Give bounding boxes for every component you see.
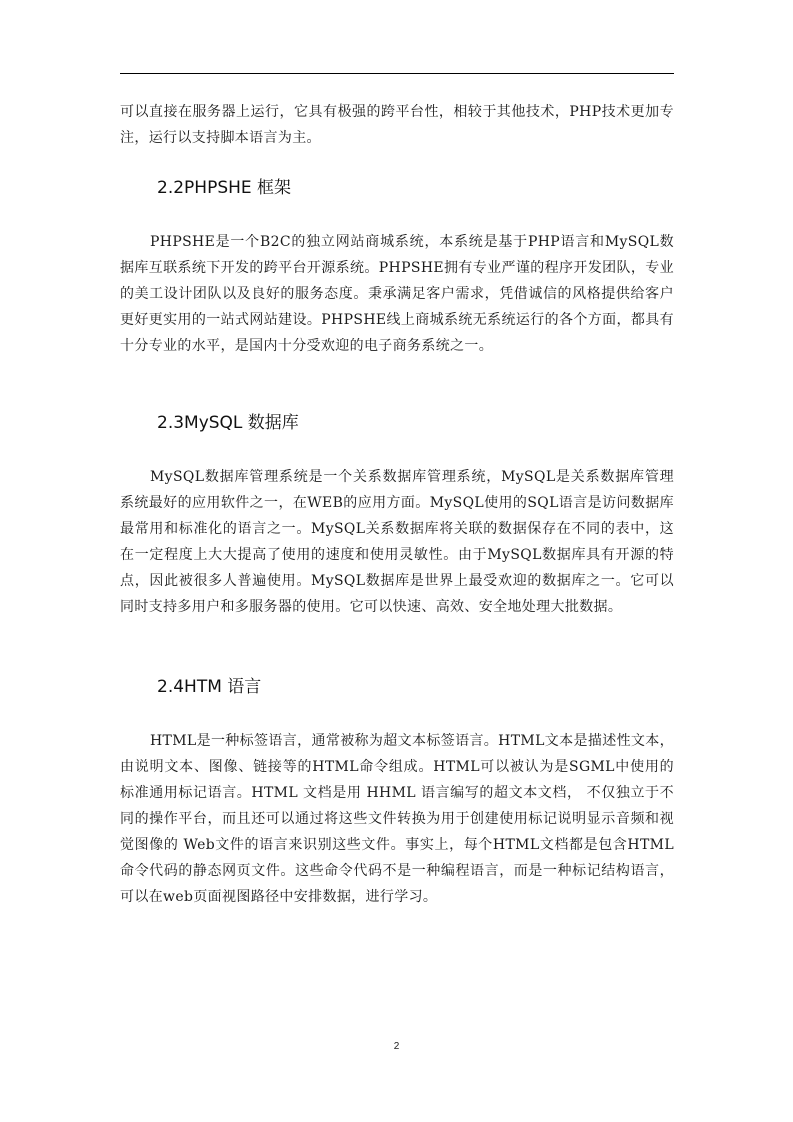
section-body-phpshe: PHPSHE是一个B2C的独立网站商城系统，本系统是基于PHP语言和MySQL数据库互联系统下开发的跨平台开源系统。PHPSHE拥有专业严谨的程序开发团队，专业的美工设计团队以及良好的服务态度。秉承满足客户需求，凭借诚信的风格提供给客户更好更实用的一站式网站建设。PHPSHE线上商城系统无系统运行的各个方面，都具有十分专业的水平，是国内十分受欢迎的电子商务系统之一。: [120, 234, 674, 354]
page-number: 2: [393, 1041, 400, 1052]
section-body-mysql: MySQL数据库管理系统是一个关系数据库管理系统，MySQL是关系数据库管理系统最好的应用软件之一，在WEB的应用方面。MySQL使用的SQL语言是访问数据库最常用和标准化的语言之一。MySQL关系数据库将关联的数据保存在不同的表中，这在一定程度上大大提高了使用的速度和使用灵敏性。由于MySQL数据库具有开源的特点，因此被很多人普遍使用。MySQL数据库是世界上最受欢迎的数据库之一。它可以同时支持多用户和多服务器的使用。它可以快速、高效、安全地处理大批数据。: [120, 469, 674, 615]
section-body-html: HTML是一种标签语言，通常被称为超文本标签语言。HTML文本是描述性文本，由说明文本、图像、链接等的HTML命令组成。HTML可以被认为是SGML中使用的标准通用标记语言。HTML 文档是用 HHML 语言编写的超文本文档， 不仅独立于不同的操作平台，而且还可以通过将这些文件转换为用于创建使用标记说明显示音频和视觉图像的 Web文件的语言来识别这些文件。事实上，每个HTML文档都是包含HTML命令代码的静态网页文件。这些命令代码不是一种编程语言，而是一种标记结构语言，可以在web页面视图路径中安排数据，进行学习。: [120, 733, 674, 905]
section-heading-phpshe: 2.2PHPSHE 框架: [157, 178, 292, 198]
intro-paragraph: 可以直接在服务器上运行，它具有极强的跨平台性，相较于其他技术，PHP技术更加专注，运行以支持脚本语言为主。: [120, 104, 674, 146]
section-heading-mysql: 2.3MySQL 数据库: [157, 413, 299, 433]
header-rule: [120, 73, 674, 74]
section-heading-html: 2.4HTM 语言: [157, 677, 262, 697]
